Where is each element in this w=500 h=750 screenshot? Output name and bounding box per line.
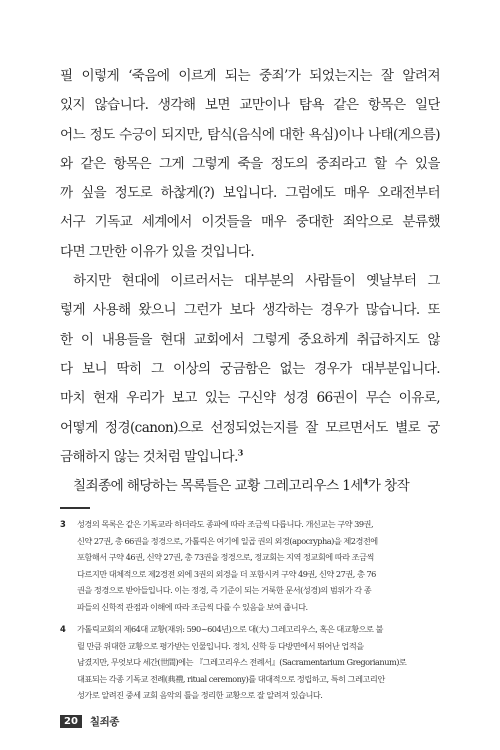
footnote-line: 권을 정경으로 받아들입니다. 이는 정경, 즉 기준이 되는 거룩한 문서(성경)의 범위가 각 종 [77, 585, 372, 595]
body-line: 다 보니 딱히 그 이상의 궁금함은 없는 경우가 대부분입니다. [60, 360, 440, 377]
footnote-line: 포함해서 구약 46권, 신약 27권, 총 73권을 정경으로, 정교회는 지역 정교회에 따라 조금씩 [77, 552, 374, 562]
body-line: 마치 현재 우리가 보고 있는 구신약 성경 66권이 무슨 이유로, [60, 390, 440, 407]
footnote-line: 성가로 알려진 중세 교회 음악의 틀을 정리한 교황으로 잘 알려져 있습니다. [77, 690, 323, 700]
body-line: 다면 그만한 이유가 있을 것입니다. [60, 243, 255, 260]
body-text [60, 62, 440, 501]
footnote-line: 신약 27권, 총 66권을 정경으로, 가톨릭은 여기에 일곱 권의 외경(apocrypha)을 제2경전에 [77, 535, 378, 546]
body-line-with-footnote-ref [60, 472, 440, 501]
footnote-line: 파들의 신학적 관점과 이해에 따라 조금씩 다를 수 있음을 보여 줍니다. [77, 601, 308, 612]
footnote-line: 대표되는 각종 기독교 전례(典禮, ritual ceremony)를 대대적으로 정립하고, 특히 그레고리안 [77, 673, 385, 684]
body-line: 한 이 내용들을 현대 교회에서 그렇게 중요하게 취급하지도 않 [60, 331, 440, 348]
footnote-line: 성경의 목록은 같은 기독교라 하더라도 종파에 따라 조금씩 다릅니다. 개신교는 구약 39권, [77, 519, 374, 529]
body-line: 어느 정도 수긍이 되지만, 탐식(음식에 대한 욕심)이나 나태(게으름) [60, 126, 440, 143]
page-number: 20 [60, 715, 82, 728]
body-line-with-footnote-ref [60, 443, 440, 472]
footnote-ref-4[interactable]: 4 [362, 476, 368, 487]
body-line: 서구 기독교 세계에서 이것들을 매우 중대한 죄악으로 분류했 [60, 214, 440, 231]
body-line-text: 칠죄종에 해당하는 목록들은 교황 그레고리우스 1세 [73, 478, 363, 495]
footnotes [60, 516, 443, 710]
footnote-divider [60, 507, 90, 509]
footnote-line: 릴 만큼 위대한 교황으로 평가받는 인물입니다. 정치, 신학 등 다방면에서 뛰어난 업적을 [77, 640, 364, 651]
body-line: 와 같은 항목은 그게 그렇게 죽을 정도의 중죄라고 할 수 있을 [60, 155, 440, 172]
body-line: 어떻게 정경(canon)으로 선정되었는지를 잘 모르면서도 별로 궁 [60, 419, 440, 436]
footnote-ref-3[interactable]: 3 [237, 447, 243, 458]
footnote-4 [60, 621, 443, 704]
footnote-line: 다르지만 대체적으로 제2경전 외에 3권의 외경을 더 포함시켜 구약 49권, 신약 27권, 총 76 [77, 568, 376, 579]
footnote-line: 가톨릭교회의 제64대 교황(재위: 590~604년)으로 대(大) 그레고리우스, 혹은 대교황으로 불 [77, 624, 383, 634]
body-line: 까 싶을 정도로 하찮게(?) 보입니다. 그럼에도 매우 오래전부터 [60, 185, 440, 202]
footnote-number: 4 [60, 624, 66, 634]
running-head: 칠죄종 [89, 715, 119, 728]
footnote-3 [60, 516, 443, 615]
page-footer [60, 712, 119, 730]
footnote-number: 3 [60, 519, 66, 529]
footnote-line: 남겼지만, 무엇보다 세간(世間)에는 『그레고리우스 전례서』(Sacramentarium Gregorianum)로 [77, 657, 407, 667]
body-line: 렇게 사용해 왔으니 그런가 보다 생각하는 경우가 많습니다. 또 [60, 302, 440, 319]
body-line: 있지 않습니다. 생각해 보면 교만이나 탐욕 같은 항목은 일단 [60, 97, 440, 114]
body-line: 필 이렇게 ‘죽음에 이르게 되는 중죄’가 되었는지는 잘 알려져 [60, 68, 440, 84]
body-line-text: 가 창작 [367, 478, 410, 495]
body-line: 하지만 현대에 이르러서는 대부분의 사람들이 옛날부터 그 [73, 273, 440, 290]
body-line-text: 금해하지 않는 것처럼 말입니다. [60, 448, 238, 465]
